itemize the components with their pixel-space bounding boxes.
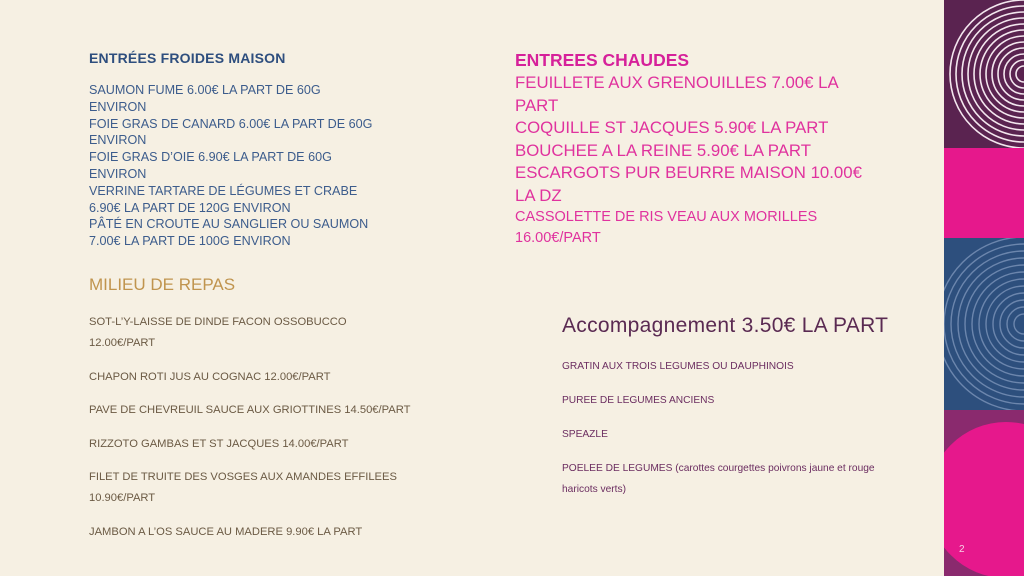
list-item: PART [515, 95, 559, 115]
item-line: PUREE DE LEGUMES ANCIENS [562, 395, 715, 406]
item-line: POELEE DE LEGUMES (carottes courgettes poivrons jaune et rouge [562, 463, 875, 474]
list-item: FOIE GRAS D’OIE 6.90€ LA PART DE 60G [89, 150, 332, 165]
list-item: SAUMON FUME 6.00€ LA PART DE 60G [89, 83, 321, 97]
list-item: ENVIRON [89, 133, 147, 148]
item-line: SOT-L’Y-LAISSE DE DINDE FACON OSSOBUCCO [89, 316, 347, 328]
list-item: COQUILLE ST JACQUES 5.90€ LA PART [515, 118, 829, 137]
item-line: haricots verts) [562, 484, 626, 495]
list-item [89, 467, 489, 509]
list-item [562, 424, 932, 445]
main-course-title: MILIEU DE REPAS [89, 275, 236, 294]
list-item [89, 400, 489, 421]
list-item: 16.00€/PART [515, 229, 601, 246]
list-item: ENVIRON [89, 166, 147, 181]
list-item: ESCARGOTS PUR BEURRE MAISON 10.00€ [515, 163, 862, 182]
list-item [89, 434, 489, 455]
main-course-list [89, 312, 489, 555]
list-item [89, 522, 489, 543]
accompaniment-list [562, 356, 932, 513]
item-line: FILET DE TRUITE DES VOSGES AUX AMANDES EFFILEES [89, 471, 397, 483]
list-item [89, 367, 489, 388]
hot-starters-list [515, 72, 905, 248]
blue-block [944, 238, 1024, 410]
decorative-circles-panel [944, 0, 1024, 576]
list-item: CASSOLETTE DE RIS VEAU AUX MORILLES [515, 209, 818, 225]
item-line: 10.90€/PART [89, 492, 156, 504]
hot-starters-title: ENTREES CHAUDES [515, 50, 690, 70]
list-item: ENVIRON [89, 99, 147, 114]
page-number: 2 [959, 544, 965, 555]
list-item: VERRINE TARTARE DE LÉGUMES ET CRABE [89, 183, 358, 198]
list-item: FOIE GRAS DE CANARD 6.00€ LA PART DE 60G [89, 116, 373, 131]
item-line: 12.00€/PART [89, 337, 156, 349]
list-item: LA DZ [515, 185, 562, 205]
cold-starters-title: ENTRÉES FROIDES MAISON [89, 50, 286, 66]
item-line: JAMBON A L’OS SAUCE AU MADERE 9.90€ LA PART [89, 525, 363, 538]
list-item [89, 312, 489, 354]
list-item: BOUCHEE A LA REINE 5.90€ LA PART [515, 140, 811, 160]
list-item: FEUILLETE AUX GRENOUILLES 7.00€ LA [515, 73, 839, 92]
list-item [562, 390, 932, 411]
item-line: SPEAZLE [562, 429, 608, 440]
list-item [562, 356, 932, 377]
list-item: PÂTÉ EN CROUTE AU SANGLIER OU SAUMON [89, 217, 369, 232]
item-line: CHAPON ROTI JUS AU COGNAC 12.00€/PART [89, 370, 331, 383]
accompaniment-title: Accompagnement 3.50€ LA PART [562, 314, 889, 337]
list-item: 7.00€ LA PART DE 100G ENVIRON [89, 234, 291, 249]
magenta-block [944, 148, 1024, 238]
magenta-circle [944, 422, 1024, 576]
list-item: 6.90€ LA PART DE 120G ENVIRON [89, 200, 291, 215]
item-line: PAVE DE CHEVREUIL SAUCE AUX GRIOTTINES 14.50€/PART [89, 404, 411, 416]
item-line: GRATIN AUX TROIS LEGUMES OU DAUPHINOIS [562, 361, 794, 372]
item-line: RIZZOTO GAMBAS ET ST JACQUES 14.00€/PART [89, 437, 349, 450]
list-item [562, 458, 932, 500]
cold-starters-list [89, 82, 419, 250]
